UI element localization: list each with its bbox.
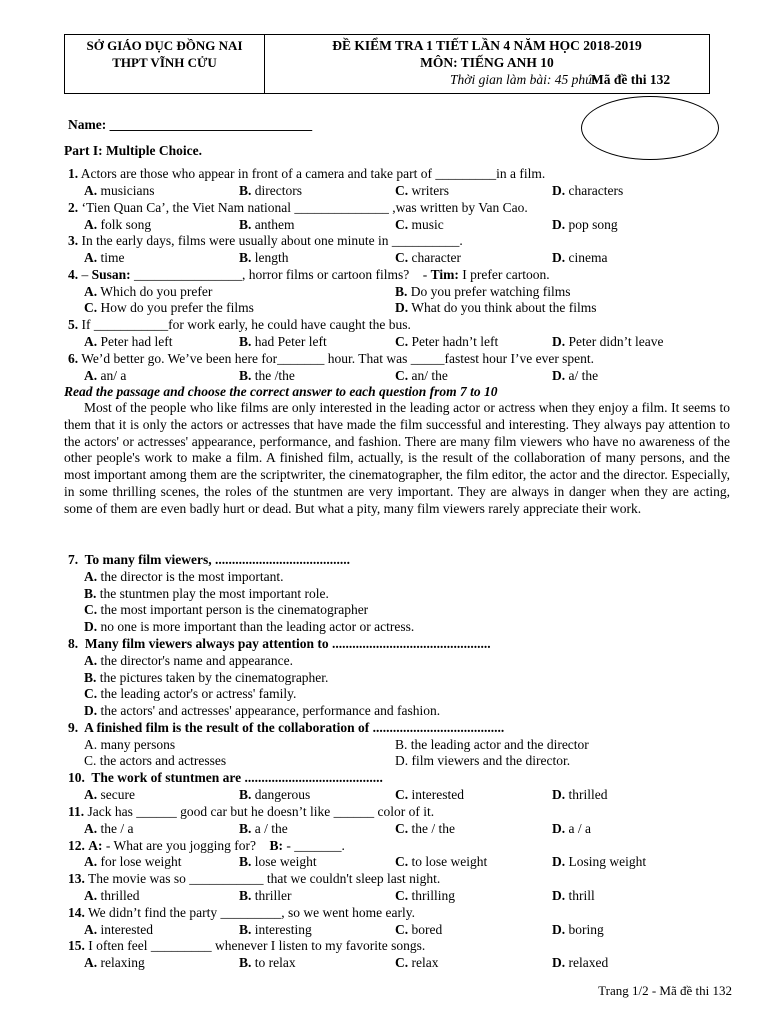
school-dept: SỞ GIÁO DỤC ĐỒNG NAI <box>86 38 243 53</box>
question-15: 15. I often feel _________ whenever I listen to my favorite songs. <box>68 938 426 953</box>
options-9a: A. many persons B. the leading actor and the director <box>84 737 589 752</box>
question-3: 3. In the early days, films were usually about one minute in __________. <box>68 233 463 248</box>
options-13: A. thrilled B. thriller C. thrilling D. thrill <box>84 888 595 903</box>
exam-info-block <box>265 35 709 93</box>
option-7a: A. the director is the most important. <box>84 569 284 584</box>
question-10: 10. The work of stuntmen are ......................................... <box>68 770 383 785</box>
question-11: 11. Jack has ______ good car but he doesn’t like ______ color of it. <box>68 804 435 819</box>
name-label: Name: <box>68 117 107 132</box>
options-5: A. Peter had left B. had Peter left C. Peter hadn’t left D. Peter didn’t leave <box>84 334 664 349</box>
options-1: A. musicians B. directors C. writers D. characters <box>84 183 624 198</box>
options-11: A. the / a B. a / the C. the / the D. a / a <box>84 821 591 836</box>
question-5: 5. If ___________for work early, he could have caught the bus. <box>68 317 411 332</box>
question-14: 14. We didn’t find the party _________, so we went home early. <box>68 905 415 920</box>
options-2: A. folk song B. anthem C. music D. pop song <box>84 217 618 232</box>
option-8a: A. the director's name and appearance. <box>84 653 293 668</box>
option-8d: D. the actors' and actresses' appearance, performance and fashion. <box>84 703 441 718</box>
options-3: A. time B. length C. character D. cinema <box>84 250 608 265</box>
options-10: A. secure B. dangerous C. interested D. thrilled <box>84 787 608 802</box>
name-blank: ______________________________ <box>109 117 313 132</box>
question-7: 7. To many film viewers, ........................................ <box>68 552 351 567</box>
option-7b: B. the stuntmen play the most important role. <box>84 586 329 601</box>
options-12: A. for lose weight B. lose weight C. to lose weight D. Losing weight <box>84 854 647 869</box>
question-1: 1. Actors are those who appear in front of a camera and take part of _________in a film. <box>68 166 546 181</box>
question-13: 13. The movie was so ___________ that we couldn't sleep last night. <box>68 871 441 886</box>
exam-title: ĐỀ KIỂM TRA 1 TIẾT LẦN 4 NĂM HỌC 2018-2019 <box>332 38 642 53</box>
question-12: 12. A: - What are you jogging for? B: - _______. <box>68 838 345 853</box>
options-4b: C. How do you prefer the films D. What do you think about the films <box>84 300 597 315</box>
passage-text: Most of the people who like films are only interested in the leading actor or actress when they enjoy a film. It seems to them that it is only the actors or actresses that have made the film successful and interesting. They always pay attention to the actors' or actresses' appearance, performance, and fashion. There are many film viewers who have no awareness of the other people's work to make a film. A finished film, actually, is the result of the collaboration of many persons, and the most important among them are the scriptwriter, the cinematographer, the film editor, the actor and the director. Especially, in some thrilling scenes, the roles of the stuntmen are very important. They are always in danger when they are acting, some of them are even badly hurt or dead. But what a pity, many film viewers rarely appreciate their work. <box>64 400 730 516</box>
score-oval <box>581 96 719 160</box>
name-line <box>68 116 312 133</box>
options-14: A. interested B. interesting C. bored D. boring <box>84 922 604 937</box>
question-9: 9. A finished film is the result of the collaboration of ....................................... <box>68 720 505 735</box>
option-7d: D. no one is more important than the leading actor or actress. <box>84 619 415 634</box>
question-6: 6. We’d better go. We’ve been here for_______ hour. That was _____fastest hour I’ve ever spent. <box>68 351 595 366</box>
passage-instruction: Read the passage and choose the correct answer to each question from 7 to 10 <box>64 384 498 399</box>
exam-time: Thời gian làm bài: 45 phút <box>450 72 596 87</box>
options-15: A. relaxing B. to relax C. relax D. relaxed <box>84 955 609 970</box>
option-7c: C. the most important person is the cinematographer <box>84 602 369 617</box>
exam-subject: MÔN: TIẾNG ANH 10 <box>420 55 554 70</box>
question-8: 8. Many film viewers always pay attention to ............................................... <box>68 636 491 651</box>
question-4: 4. – Susan: ________________, horror films or cartoon films? - Tim: I prefer cartoon. <box>68 267 550 282</box>
options-9b: C. the actors and actresses D. film viewers and the director. <box>84 753 571 768</box>
school-block <box>65 35 265 93</box>
page-footer: Trang 1/2 - Mã đề thi 132 <box>598 983 732 998</box>
question-2: 2. ‘Tien Quan Ca’, the Viet Nam national ______________ ,was written by Van Cao. <box>68 200 528 215</box>
part1-heading: Part I: Multiple Choice. <box>64 143 202 158</box>
options-4a: A. Which do you prefer B. Do you prefer watching films <box>84 284 571 299</box>
reading-passage <box>64 400 730 517</box>
options-6: A. an/ a B. the /the C. an/ the D. a/ the <box>84 368 599 383</box>
exam-header <box>64 34 710 94</box>
exam-code: Mã đề thi 132 <box>591 72 671 87</box>
option-8c: C. the leading actor's or actress' family. <box>84 686 297 701</box>
option-8b: B. the pictures taken by the cinematographer. <box>84 670 329 685</box>
school-name: THPT VĨNH CỬU <box>112 55 217 70</box>
